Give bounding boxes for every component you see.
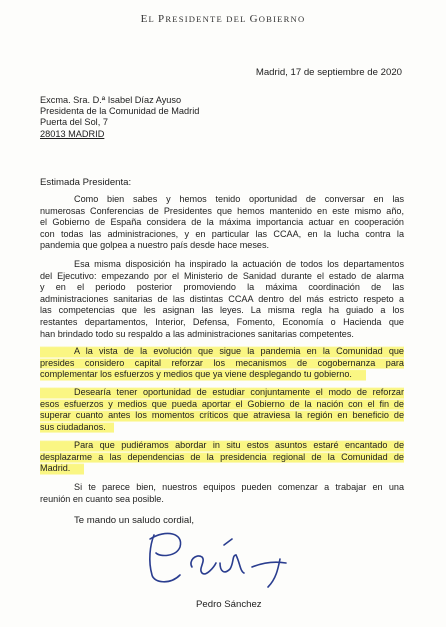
paragraph-line: han brindado todo su respaldo a las administraciones sanitarias competentes. [40,328,354,339]
paragraph-line: Para que pudiéramos abordar in situ estos asuntos estaré encantado de [40,440,404,452]
paragraph-line: Desearía tener oportunidad de estudiar conjuntamente el modo de reforzar [40,387,404,399]
paragraph-line: esos esfuerzos y medios que pueda aportar el Gobierno de la nación con el fin de [40,398,404,409]
paragraph-line: Si te parece bien, nuestros equipos pueden comenzar a trabajar en una [74,482,404,492]
paragraph-line: presides considero capital reforzar los mecanismos de cogobernanza para [40,357,404,368]
paragraph-line: complementar los esfuerzos y medios que ya viene desplegando tu gobierno. [40,369,366,381]
paragraph-line: restantes departamentos, Interior, Defensa, Fomento, Economía o Hacienda que [40,316,404,327]
paragraph-line: Como bien sabes y hemos tenido oportunidad de conversar en las [74,194,404,204]
letterhead [0,13,446,25]
paragraph-line: superar cuanto antes los momentos críticos que atraviesa la región en beneficio de [40,410,404,421]
paragraph-line: Esa misma disposición ha inspirado la actuación de todos los departamentos [74,259,404,269]
paragraph-line: numerosas Conferencias de Presidentes que hemos mantenido en este mismo año, [40,205,404,216]
paragraph-line: Madrid. [40,463,84,475]
paragraph-line: y en el periodo posterior promoviendo la máxima coordinación de las [40,282,404,293]
paragraph-4-highlighted [40,387,404,433]
paragraph-line: con todas las administraciones, y en particular las CCAA, en la lucha contra la [40,228,404,239]
recipient-title: Presidenta de la Comunidad de Madrid [40,106,200,117]
paragraph-line: sus ciudadanos. [40,422,114,434]
paragraph-line: reunión en cuanto sea posible. [40,493,164,504]
closing-line: Te mando un saludo cordial, [74,515,194,526]
letterhead-text: OBIERNO [258,14,306,24]
paragraph-line: las competencias que les asignan las leyes. La misma regla ha guiado a los [40,305,404,316]
letterhead-initial: P [158,13,166,25]
paragraph-line: administraciones sanitarias de las distintas CCAA dentro del más estricto respeto a [40,293,404,304]
paragraph-line: pandemia que golpea a nuestro país desde hace meses. [40,240,270,251]
paragraph-line: desplazarme a las dependencias de la presidencia regional de la Comunidad de [40,451,404,462]
letterhead-initial: G [249,13,259,25]
recipient-street: Puerta del Sol, 7 [40,117,108,128]
recipient-name: Excma. Sra. D.ª Isabel Díaz Ayuso [40,95,182,105]
recipient-address [40,95,199,140]
paragraph-5-highlighted [40,440,404,475]
paragraph-line: el Gobierno de España considera de la máxima importancia actuar en cooperación [40,217,404,228]
paragraph-3-highlighted [40,346,404,381]
handwritten-signature [140,523,300,593]
signer-name: Pedro Sánchez [196,599,262,610]
greeting: Estimada Presidenta: [40,177,132,188]
paragraph-line: A la vista de la evolución que sigue la pandemia en la Comunidad que [40,346,404,358]
letter-date: Madrid, 17 de septiembre de 2020 [255,67,402,78]
letterhead-initial: E [140,13,149,25]
letterhead-text: L [148,14,159,24]
letterhead-text: RESIDENTE DEL [165,14,250,24]
paragraph-1 [40,194,404,252]
paragraph-2 [40,259,404,340]
recipient-city: 28013 MADRID [40,128,105,139]
paragraph-line: del Ejecutivo: empezando por el Ministerio de Sanidad durante el estado de alarma [40,270,404,281]
paragraph-6 [40,482,404,505]
